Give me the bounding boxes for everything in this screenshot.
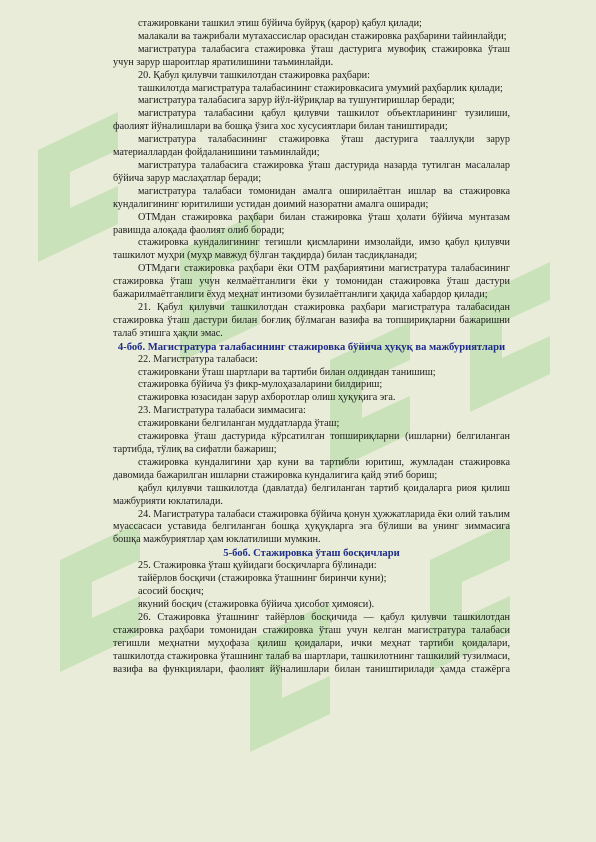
paragraph: 24. Магистратура талабаси стажировка бўйича қонун ҳужжатларида ёки олий таълим муассасаси уставида белгиланган бошқа ҳуқуқларга эга бўлиши ва унинг зиммасига бошқа мажбуриятлар ҳам юклатилиши мумкин.	[113, 508, 510, 546]
paragraph: қабул қилувчи ташкилотда (давлатда) белгиланган тартиб қоидаларга риоя қилиш мажбурияти юклатилади.	[113, 482, 510, 507]
paragraph: магистратура талабасига стажировка ўташ дастурида назарда тутилган масалалар бўйича зарур маслаҳатлар беради;	[113, 159, 510, 184]
paragraph: 26. Стажировка ўташнинг тайёрлов босқичида — қабул қилувчи ташкилотдан стажировка раҳбари томонидан стажировка ўташ учун келган магистратура талабаси тегишли меҳнатни муҳофаза қилиш қоидалари, ички меҳнат тартиби қоидалари, ташкилотда стажировка ўташнинг талаб ва шартлари, ташкилотнинг ташкилий тузилмаси, вазифа ва функциялари, фаолият йўналишлари билан таништирилади ҳамда стажёрга	[113, 611, 510, 675]
paragraph: стажировка кундалигининг тегишли қисмларини имзолайди, имзо қабул қилувчи ташкилот муҳри (муҳр мавжуд бўлган тақдирда) билан тасдиқланади;	[113, 237, 510, 262]
paragraph: ташкилотда магистратура талабасининг стажировкасига умумий раҳбарлик қилади;	[138, 82, 503, 94]
paragraph: стажировкани ташкил этиш бўйича буйруқ (қарор) қабул қилади;	[138, 18, 422, 29]
paragraph: магистратура талабасига стажировка ўташ дастурига мувофиқ стажировка ўташ учун зарур шароитлар яратилишини таъминлайди.	[113, 43, 510, 68]
paragraph: стажировка юзасидан зарур ахборотлар олиш ҳуқуқига эга.	[138, 392, 396, 404]
document-text	[113, 18, 510, 676]
paragraph: магистратура талабасининг стажировка ўташ дастурига тааллуқли зарур материаллардан фойдаланишини таъминлайди;	[113, 134, 510, 159]
paragraph: стажировкани ўташ шартлари ва тартиби билан олдиндан танишиш;	[138, 366, 436, 378]
paragraph: 21. Қабул қилувчи ташкилотдан стажировка раҳбари магистратура талабасидан стажировка ўташ дастури билан боғлиқ бўлмаган вазифа ва топшириқларни бажаришни талаб этишга ҳақли эмас.	[113, 301, 510, 339]
paragraph: 22. Магистратура талабаси:	[138, 353, 258, 365]
paragraph: стажировка кундалигини ҳар куни ва тартибли юритиш, жумладан стажировка давомида бажарилган ишларни стажировка кундалигига қайд этиб бориш;	[113, 456, 510, 481]
paragraph: 20. Қабул қилувчи ташкилотдан стажировка раҳбари:	[138, 69, 370, 81]
paragraph: тайёрлов босқичи (стажировка ўташнинг биринчи куни);	[138, 573, 387, 585]
paragraph: магистратура талабаси томонидан амалга оширилаётган ишлар ва стажировка кундалигининг юритилиши устидан доимий назоратни амалга оширади;	[113, 185, 510, 210]
paragraph: магистратура талабасини қабул қилувчи ташкилот объектларининг тузилиши, фаолият йўналишлари ва бошқа ўзига хос хусусиятлари билан таништиради;	[113, 108, 510, 133]
chapter-heading-5: 5-боб. Стажировка ўташ босқичлари	[223, 548, 400, 560]
paragraph: стажировкани белгиланган муддатларда ўташ;	[138, 418, 340, 430]
paragraph: малакали ва тажрибали мутахассислар орасидан стажировка раҳбарини тайинлайди;	[138, 30, 507, 42]
paragraph: магистратура талабасига зарур йўл-йўриқлар ва тушунтиришлар беради;	[138, 95, 455, 107]
chapter-heading-4: 4-боб. Магистратура талабасининг стажировка бўйича ҳуқуқ ва мажбуриятлари	[117, 341, 506, 353]
paragraph: стажировка бўйича ўз фикр-мулоҳазаларини билдириш;	[138, 379, 383, 391]
paragraph: 23. Магистратура талабаси зиммасига:	[138, 405, 306, 417]
paragraph: ОТМдаги стажировка раҳбари ёки ОТМ раҳбариятини магистратура талабасининг стажировка ўташ учун келмаётганлиги ёки у томонидан стажировка ўташ дастури бажарилмаётганлиги ёхуд меҳнат интизоми бузилаётганлиги ҳақида хабардор қилади;	[113, 263, 510, 301]
paragraph: стажировка ўташ дастурида кўрсатилган топшириқларни (ишларни) белгиланган тартибда, тўлиқ ва сифатли бажариш;	[113, 431, 510, 455]
paragraph: асосий босқич;	[138, 586, 204, 598]
paragraph: 25. Стажировка ўташ қуйидаги босқичларга бўлинади:	[138, 560, 377, 572]
paragraph: ОТМдан стажировка раҳбари билан стажировка ўташ ҳолати бўйича мунтазам равишда алоқада фаолият олиб боради;	[113, 211, 510, 236]
paragraph: якуний босқич (стажировка бўйича ҳисобот ҳимояси).	[138, 598, 375, 610]
